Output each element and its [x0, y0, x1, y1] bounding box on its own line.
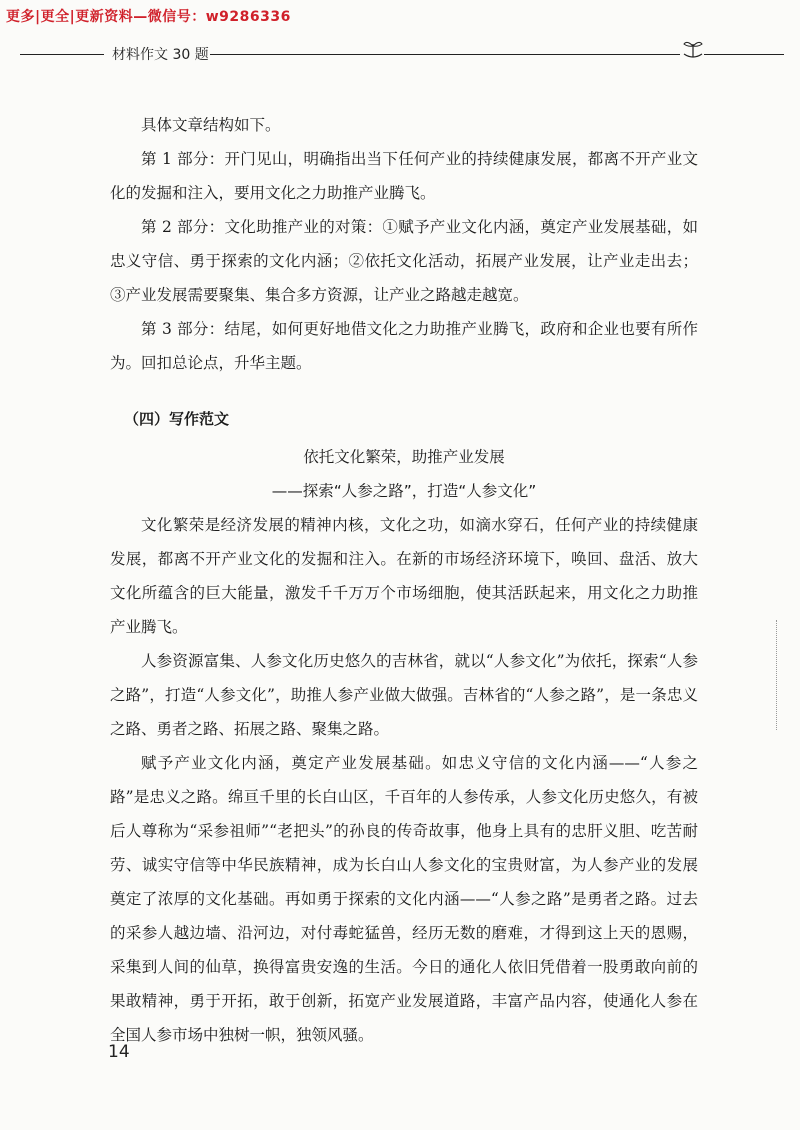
structure-intro: 具体文章结构如下。 [141, 116, 281, 134]
structure-part-3: 第 3 部分：结尾，如何更好地借文化之力助推产业腾飞，政府和企业也要有所作为。回扣总论点，升华主题。 [110, 320, 698, 372]
scan-artifact-line [776, 620, 778, 730]
section-heading: （四）写作范文 [124, 410, 230, 428]
header-rule-tail [704, 54, 784, 55]
header-rule-right [210, 54, 680, 55]
essay-subtitle: ——探索“人参之路”，打造“人参文化” [271, 482, 537, 500]
header-book-title: 材料作文 30 题 [112, 47, 209, 63]
header-rule-left [20, 54, 104, 55]
page-number: 14 [108, 1042, 130, 1062]
watermark-banner: 更多|更全|更新资料—微信号：w9286336 [6, 9, 291, 25]
structure-part-1: 第 1 部分：开门见山，明确指出当下任何产业的持续健康发展，都离不开产业文化的发掘和注入，要用文化之力助推产业腾飞。 [110, 150, 698, 202]
essay-paragraph-3: 赋予产业文化内涵，奠定产业发展基础。如忠义守信的文化内涵——“人参之路”是忠义之路。绵亘千里的长白山区，千百年的人参传承，人参文化历史悠久，有被后人尊称为“采参祖师”“老把头”的孙良的传奇故事，他身上具有的忠肝义胆、吃苦耐劳、诚实守信等中华民族精神，成为长白山人参文化的宝贵财富，为人参产业的发展奠定了浓厚的文化基础。再如勇于探索的文化内涵——“人参之路”是勇者之路。过去的采参人越边墙、沿河边，对付毒蛇猛兽，经历无数的磨难，才得到这上天的恩赐，采集到人间的仙草，换得富贵安逸的生活。今日的通化人依旧凭借着一股勇敢向前的果敢精神，勇于开拓，敢于创新，拓宽产业发展道路，丰富产品内容，使通化人参在全国人参市场中独树一帜，独领风骚。 [110, 754, 698, 1044]
running-header [20, 42, 780, 64]
essay-title: 依托文化繁荣，助推产业发展 [303, 448, 505, 466]
essay-paragraph-2: 人参资源富集、人参文化历史悠久的吉林省，就以“人参文化”为依托，探索“人参之路”，打造“人参文化”，助推人参产业做大做强。吉林省的“人参之路”，是一条忠义之路、勇者之路、拓展之路、聚集之路。 [110, 652, 698, 738]
essay-paragraph-1: 文化繁荣是经济发展的精神内核，文化之功，如滴水穿石，任何产业的持续健康发展，都离不开产业文化的发掘和注入。在新的市场经济环境下，唤回、盘活、放大文化所蕴含的巨大能量，激发千千万万个市场细胞，使其活跃起来，用文化之力助推产业腾飞。 [110, 516, 698, 636]
sprout-ornament-icon [680, 36, 706, 60]
structure-part-2: 第 2 部分：文化助推产业的对策：①赋予产业文化内涵，奠定产业发展基础，如忠义守信、勇于探索的文化内涵；②依托文化活动，拓展产业发展，让产业走出去；③产业发展需要聚集、集合多方资源，让产业之路越走越宽。 [110, 218, 698, 304]
page-body [110, 108, 698, 1052]
